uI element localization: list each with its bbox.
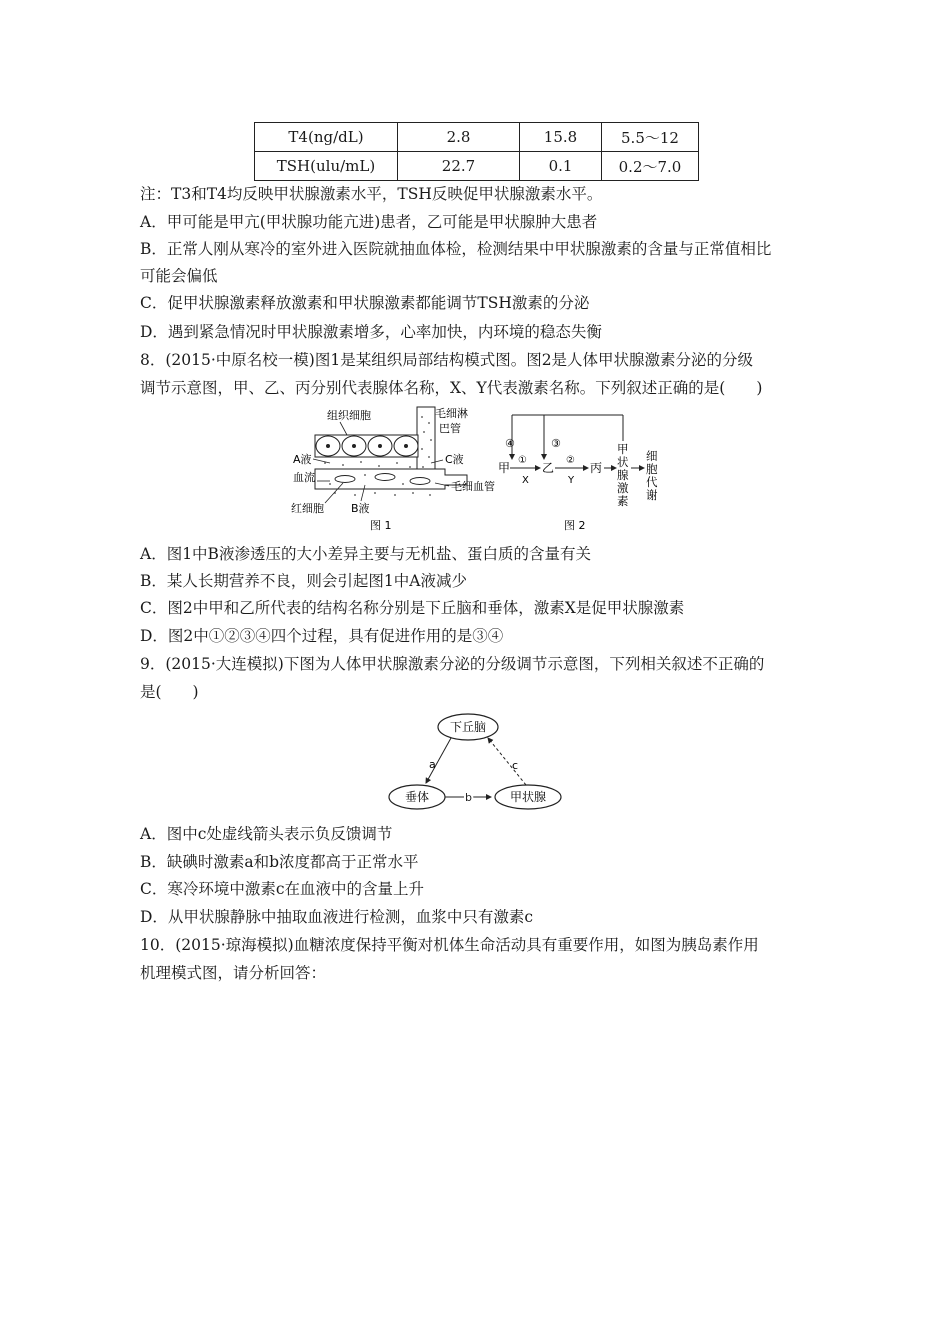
label-hormone-x: X	[522, 475, 529, 486]
label-a-fluid: A液	[293, 453, 312, 466]
thyroid-data-table	[254, 122, 699, 181]
q9-stem-cont: 是( )	[140, 683, 199, 701]
q8-option-a: A．图1中B液渗透压的大小差异主要与无机盐、蛋白质的含量有关	[140, 545, 591, 563]
label-lymph-1: 毛细淋	[435, 407, 468, 420]
label-c-fluid: C液	[445, 453, 464, 466]
label-cell-metabolism-3: 代	[646, 475, 658, 489]
q9-stem: 9．(2015·大连模拟)下图为人体甲状腺激素分泌的分级调节示意图，下列相关叙述不正确的	[140, 655, 765, 673]
q10-stem-cont: 机理模式图，请分析回答：	[140, 964, 327, 982]
table-row	[255, 152, 699, 181]
q7-option-b-cont: 可能会偏低	[140, 267, 218, 285]
q7-option-b: B．正常人刚从寒冷的室外进入医院就抽血体检，检测结果中甲状腺激素的含量与正常值相比	[140, 240, 772, 258]
label-hypothalamus: 下丘脑	[449, 720, 487, 734]
label-hormone-y: Y	[568, 475, 575, 486]
label-thyroid-hormone-3: 腺	[617, 468, 629, 482]
figure-1-caption: 图 1	[370, 519, 392, 532]
label-process-3: ③	[551, 437, 561, 450]
label-pituitary: 垂体	[404, 790, 430, 804]
label-blood-flow: 血流	[293, 471, 315, 484]
q7-option-d: D．遇到紧急情况时甲状腺激素增多，心率加快，内环境的稳态失衡	[140, 323, 602, 341]
label-thyroid-hormone-4: 激	[617, 481, 629, 495]
q8-stem: 8．(2015·中原名校一模)图1是某组织局部结构模式图。图2是人体甲状腺激素分泌的分级	[140, 351, 754, 369]
q8-option-c: C．图2中甲和乙所代表的结构名称分别是下丘脑和垂体，激素X是促甲状腺激素	[140, 599, 685, 617]
table-note: 注：T3和T4均反映甲状腺激素水平，TSH反映促甲状腺激素水平。	[140, 185, 603, 203]
label-cell-metabolism-1: 细	[646, 449, 658, 463]
label-capillary: 毛细血管	[451, 480, 495, 493]
label-thyroid-hormone-5: 素	[617, 494, 629, 508]
q7-option-c: C．促甲状腺激素释放激素和甲状腺激素都能调节TSH激素的分泌	[140, 294, 590, 312]
table-cell: 22.7	[398, 152, 520, 181]
table-cell: 15.8	[520, 123, 602, 152]
table-row	[255, 123, 699, 152]
label-a: a	[429, 758, 436, 771]
figure-q9-regulation	[385, 711, 565, 813]
label-tissue-cell: 组织细胞	[327, 409, 371, 422]
label-process-4: ④	[505, 437, 515, 450]
label-bing: 丙	[590, 461, 603, 475]
q9-option-c: C．寒冷环境中激素c在血液中的含量上升	[140, 880, 425, 898]
q8-option-b: B．某人长期营养不良，则会引起图1中A液减少	[140, 572, 467, 590]
label-cell-metabolism-2: 胞	[646, 462, 658, 476]
label-c: c	[512, 759, 519, 772]
label-b-fluid: B液	[351, 502, 370, 515]
label-red-blood-cell: 红细胞	[291, 502, 324, 515]
label-b: b	[465, 791, 472, 804]
label-yi: 乙	[542, 461, 555, 475]
label-process-1: ①	[518, 455, 527, 466]
label-thyroid-hormone-2: 状	[617, 455, 629, 469]
q8-stem-cont: 调节示意图，甲、乙、丙分别代表腺体名称，X、Y代表激素名称。下列叙述正确的是( )	[140, 379, 763, 397]
q9-option-d: D．从甲状腺静脉中抽取血液进行检测，血浆中只有激素c	[140, 908, 534, 926]
label-lymph-2: 巴管	[439, 422, 461, 435]
figure-2-hormone-regulation	[492, 405, 667, 535]
table-cell: TSH(ulu/mL)	[255, 152, 398, 181]
q9-option-b: B．缺碘时激素a和b浓度都高于正常水平	[140, 853, 419, 871]
label-process-2: ②	[566, 455, 575, 466]
label-jia: 甲	[498, 461, 511, 475]
q8-option-d: D．图2中①②③④四个过程，具有促进作用的是③④	[140, 627, 504, 645]
table-cell: T4(ng/dL)	[255, 123, 398, 152]
q10-stem: 10．(2015·琼海模拟)血糖浓度保持平衡对机体生命活动具有重要作用，如图为胰岛素作用	[140, 936, 759, 954]
table-cell: 0.1	[520, 152, 602, 181]
label-thyroid-hormone-1: 甲	[617, 442, 629, 456]
figure-2-caption: 图 2	[564, 519, 586, 532]
table-cell: 0.2～7.0	[602, 152, 699, 181]
label-thyroid: 甲状腺	[509, 790, 547, 804]
figure-1-tissue-structure	[285, 405, 510, 535]
table-cell: 5.5～12	[602, 123, 699, 152]
label-cell-metabolism-4: 谢	[646, 488, 658, 502]
q7-option-a: A．甲可能是甲亢(甲状腺功能亢进)患者，乙可能是甲状腺肿大患者	[140, 213, 598, 231]
table-cell: 2.8	[398, 123, 520, 152]
q9-option-a: A．图中c处虚线箭头表示负反馈调节	[140, 825, 393, 843]
